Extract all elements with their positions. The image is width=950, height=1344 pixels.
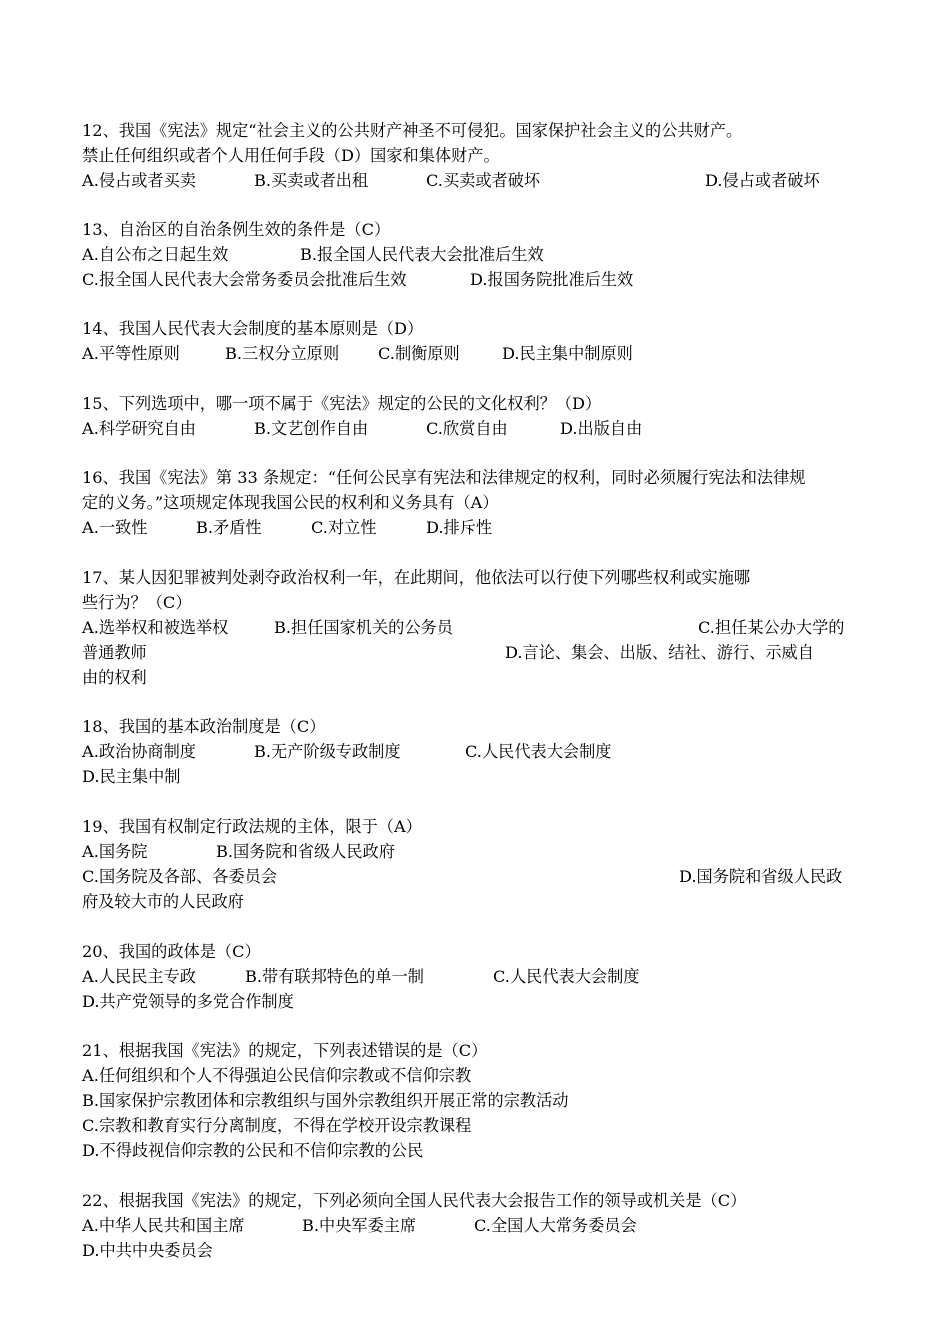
q20-option-d: D.共产党领导的多党合作制度 — [82, 992, 294, 1011]
q16-option-d: D.排斥性 — [426, 518, 493, 537]
q18-option-d: D.民主集中制 — [82, 767, 181, 786]
q18-option-b: B.无产阶级专政制度 — [254, 742, 401, 761]
q14-option-a: A.平等性原则 — [82, 344, 180, 363]
q17-stem-line-2: 些行为？（C） — [82, 593, 192, 612]
q17-option-d-continued: 由的权利 — [82, 668, 147, 687]
q13-option-a: A.自公布之日起生效 — [82, 245, 229, 264]
q16-option-a: A.一致性 — [82, 518, 148, 537]
q20-option-c: C.人民代表大会制度 — [493, 967, 640, 986]
q16-option-b: B.矛盾性 — [196, 518, 262, 537]
q20-option-b: B.带有联邦特色的单一制 — [245, 967, 424, 986]
q18-stem: 18、我国的基本政治制度是（C） — [82, 717, 326, 736]
q13-option-d: D.报国务院批准后生效 — [470, 270, 634, 289]
q14-option-b: B.三权分立原则 — [225, 344, 340, 363]
q18-option-c: C.人民代表大会制度 — [465, 742, 612, 761]
q15-option-b: B.文艺创作自由 — [254, 419, 369, 438]
q17-option-b: B.担任国家机关的公务员 — [274, 618, 453, 637]
q15-stem: 15、下列选项中，哪一项不属于《宪法》规定的公民的文化权利？（D） — [82, 394, 602, 413]
q12-stem-line-1: 12、我国《宪法》规定“社会主义的公共财产神圣不可侵犯。国家保护社会主义的公共财产。 — [82, 121, 743, 140]
q12-stem-line-2: 禁止任何组织或者个人用任何手段（D）国家和集体财产。 — [82, 146, 500, 165]
q22-stem: 22、根据我国《宪法》的规定，下列必须向全国人民代表大会报告工作的领导或机关是（C） — [82, 1191, 747, 1210]
q14-option-d: D.民主集中制原则 — [502, 344, 633, 363]
q13-option-c: C.报全国人民代表大会常务委员会批准后生效 — [82, 270, 407, 289]
q21-option-b: B.国家保护宗教团体和宗教组织与国外宗教组织开展正常的宗教活动 — [82, 1091, 569, 1110]
q15-option-a: A.科学研究自由 — [82, 419, 196, 438]
q21-option-a: A.任何组织和个人不得强迫公民信仰宗教或不信仰宗教 — [82, 1066, 472, 1085]
q19-stem: 19、我国有权制定行政法规的主体，限于（A） — [82, 817, 422, 836]
q21-stem: 21、根据我国《宪法》的规定，下列表述错误的是（C） — [82, 1041, 488, 1060]
q15-option-c: C.欣赏自由 — [426, 419, 508, 438]
q18-option-a: A.政治协商制度 — [82, 742, 196, 761]
q12-option-b: B.买卖或者出租 — [254, 171, 369, 190]
q13-stem: 13、自治区的自治条例生效的条件是（C） — [82, 220, 391, 239]
q17-option-c-continued: 普通教师 — [82, 643, 147, 662]
q16-option-c: C.对立性 — [311, 518, 377, 537]
q17-option-d: D.言论、集会、出版、结社、游行、示威自 — [505, 643, 814, 662]
q21-option-c: C.宗教和教育实行分离制度，不得在学校开设宗教课程 — [82, 1116, 472, 1135]
q19-option-d: D.国务院和省级人民政 — [679, 867, 843, 886]
q20-option-a: A.人民民主专政 — [82, 967, 196, 986]
q14-stem: 14、我国人民代表大会制度的基本原则是（D） — [82, 319, 424, 338]
q22-option-b: B.中央军委主席 — [302, 1216, 417, 1235]
q22-option-c: C.全国人大常务委员会 — [474, 1216, 637, 1235]
q21-option-d: D.不得歧视信仰宗教的公民和不信仰宗教的公民 — [82, 1141, 424, 1160]
q19-option-c: C.国务院及各部、各委员会 — [82, 867, 278, 886]
q15-option-d: D.出版自由 — [560, 419, 643, 438]
q13-option-b: B.报全国人民代表大会批准后生效 — [300, 245, 544, 264]
q12-option-d: D.侵占或者破坏 — [705, 171, 820, 190]
q17-option-a: A.选举权和被选举权 — [82, 618, 229, 637]
q19-option-b: B.国务院和省级人民政府 — [216, 842, 395, 861]
q17-stem-line-1: 17、某人因犯罪被判处剥夺政治权利一年，在此期间，他依法可以行使下列哪些权利或实施哪 — [82, 568, 751, 587]
q22-option-a: A.中华人民共和国主席 — [82, 1216, 245, 1235]
q14-option-c: C.制衡原则 — [378, 344, 460, 363]
q17-option-c: C.担任某公办大学的 — [698, 618, 845, 637]
q19-option-d-continued: 府及较大市的人民政府 — [82, 892, 244, 911]
q16-stem-line-2: 定的义务。”这项规定体现我国公民的权利和义务具有（A） — [82, 493, 499, 512]
q12-option-c: C.买卖或者破坏 — [426, 171, 541, 190]
q16-stem-line-1: 16、我国《宪法》第 33 条规定：“任何公民享有宪法和法律规定的权利，同时必须履行宪法和法律规 — [82, 468, 806, 487]
q22-option-d: D.中共中央委员会 — [82, 1241, 213, 1260]
q20-stem: 20、我国的政体是（C） — [82, 942, 261, 961]
q19-option-a: A.国务院 — [82, 842, 148, 861]
q12-option-a: A.侵占或者买卖 — [82, 171, 196, 190]
